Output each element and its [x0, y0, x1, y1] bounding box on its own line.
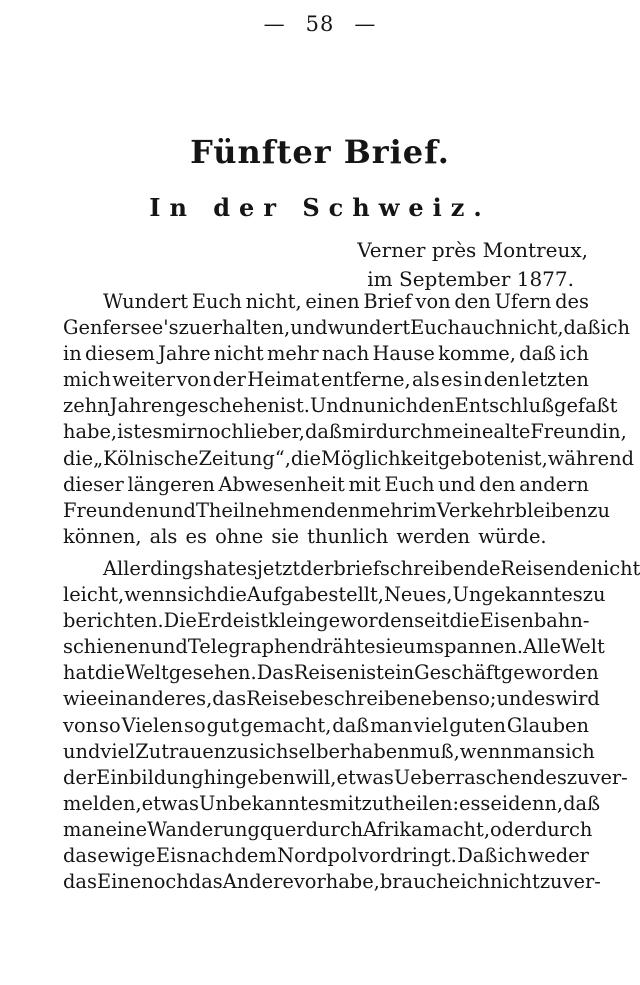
word: geboten — [437, 446, 518, 470]
word: sie — [271, 524, 300, 548]
word: ich — [460, 870, 490, 894]
word: ich — [497, 843, 528, 867]
word: so — [99, 713, 121, 737]
word: und — [150, 635, 188, 659]
word: in — [63, 342, 82, 366]
word: ich — [388, 394, 419, 418]
word: hingeben — [203, 765, 296, 789]
word: vorhabe, — [293, 870, 380, 894]
text-line — [63, 524, 589, 550]
word: weder — [527, 843, 589, 867]
word: nicht — [213, 342, 264, 366]
text-line — [63, 556, 640, 582]
text-line — [63, 634, 605, 660]
word: Brief — [363, 290, 412, 313]
word: zu — [582, 583, 606, 607]
word: Zutrauen — [135, 739, 227, 763]
text-line — [63, 739, 595, 765]
word: man — [512, 739, 556, 763]
word: letzten — [521, 368, 589, 392]
word: „Kölnische — [93, 446, 199, 470]
word: wie — [63, 687, 98, 711]
place-line: Verner près Montreux, — [357, 238, 588, 262]
text-line — [63, 582, 606, 608]
word: nicht, — [507, 316, 564, 340]
word: auch — [460, 316, 508, 340]
word: Jahren — [109, 394, 175, 418]
word: ver- — [589, 765, 628, 789]
word: zehn — [63, 394, 110, 418]
word: daß — [519, 342, 557, 366]
word: ist, — [517, 446, 548, 470]
word: ein — [383, 661, 415, 685]
text-line — [63, 419, 627, 445]
word: Welt — [560, 635, 605, 659]
word: ist — [359, 661, 384, 685]
word: den — [454, 290, 491, 313]
word: das — [212, 687, 247, 711]
text-line — [63, 315, 631, 341]
word: noch — [141, 870, 189, 894]
word: mir — [162, 420, 197, 444]
word: Wundert — [103, 290, 189, 313]
word: Eisenbahn- — [479, 609, 590, 633]
word: von — [176, 368, 212, 392]
word: hat — [63, 661, 95, 685]
word: durch — [534, 817, 593, 841]
word: brauche — [379, 870, 461, 894]
word: alte — [493, 420, 531, 444]
word: Geschäft — [414, 661, 501, 685]
word: Abwesenheit — [218, 472, 345, 496]
paragraph — [63, 556, 640, 895]
word: mehr — [360, 498, 413, 522]
word: sich — [177, 583, 217, 607]
word: Jahre — [158, 342, 211, 366]
header-dash-right: — — [354, 12, 377, 36]
word: habe, — [63, 420, 118, 444]
word: so — [184, 713, 206, 737]
word: etwas — [141, 791, 199, 815]
word: nicht — [590, 556, 640, 580]
word: hat — [203, 556, 236, 580]
word: mit — [348, 472, 381, 496]
word: Ueberraschendes — [393, 765, 567, 789]
word: mich — [63, 368, 111, 392]
word: die — [449, 609, 480, 633]
word: schienen — [63, 635, 151, 659]
chapter-subtitle: In der Schweiz. — [149, 193, 491, 222]
word: ewige — [97, 843, 156, 867]
word: es — [141, 420, 163, 444]
word: viel — [413, 713, 449, 737]
word: man — [370, 713, 413, 737]
word: stellt, — [328, 583, 384, 607]
word: Eis — [155, 843, 187, 867]
word: erhalten, — [201, 316, 291, 340]
word: viel — [100, 739, 136, 763]
word: ein — [97, 687, 128, 711]
word: Das — [256, 661, 294, 685]
word: und — [496, 687, 534, 711]
word: Unbekanntes — [199, 791, 330, 815]
word: Erde — [196, 609, 245, 633]
letter-dateline — [357, 236, 588, 294]
word: guten — [449, 713, 506, 737]
header-dash-left: — — [263, 12, 286, 36]
word: Welt — [124, 661, 169, 685]
word: die — [94, 661, 125, 685]
word: geworden — [500, 661, 599, 685]
word: man — [63, 817, 106, 841]
page-header — [0, 12, 640, 36]
word: gut — [206, 713, 240, 737]
word: den — [479, 472, 516, 496]
word: der — [212, 368, 246, 392]
word: würde. — [478, 524, 547, 548]
word: thunlich — [307, 524, 389, 548]
word: seit — [414, 609, 450, 633]
word: umspannen. — [403, 635, 524, 659]
word: Telegraphendrähte — [187, 635, 376, 659]
word: die — [290, 446, 321, 470]
word: noch — [196, 420, 244, 444]
word: von — [415, 290, 451, 313]
word: es — [458, 791, 481, 815]
word: die — [63, 446, 94, 470]
word: nicht, — [245, 290, 302, 313]
word: sich — [555, 739, 595, 763]
text-line — [63, 289, 589, 315]
body-text — [63, 289, 640, 895]
word: Nordpol — [277, 843, 358, 867]
word: geworden — [316, 609, 415, 633]
word: macht, — [422, 817, 490, 841]
word: Und — [309, 394, 352, 418]
word: im — [412, 498, 437, 522]
word: Allerdings — [103, 556, 204, 580]
word: denn, — [508, 791, 564, 815]
text-line — [63, 817, 593, 843]
word: Freundin, — [530, 420, 627, 444]
text-line — [63, 869, 601, 895]
word: ist. — [279, 394, 310, 418]
word: Heimat — [247, 368, 320, 392]
word: des — [555, 290, 589, 313]
word: melden, — [63, 791, 142, 815]
word: Ungekanntes — [452, 583, 583, 607]
word: daß — [304, 420, 342, 444]
word: und — [438, 472, 476, 496]
word: durch — [375, 420, 434, 444]
text-line — [63, 791, 601, 817]
text-line — [63, 446, 635, 472]
text-line — [63, 472, 589, 498]
word: der — [300, 556, 334, 580]
word: wundert — [327, 316, 411, 340]
word: Daß — [457, 843, 498, 867]
word: mitzutheilen: — [329, 791, 459, 815]
word: etwas — [336, 765, 394, 789]
word: oder — [490, 817, 535, 841]
word: ohne — [215, 524, 264, 548]
text-line — [63, 341, 589, 367]
word: und — [63, 739, 101, 763]
word: briefschreibende — [333, 556, 501, 580]
word: Reisen — [293, 661, 360, 685]
word: das — [63, 843, 97, 867]
word: werden — [396, 524, 471, 548]
word: Euch — [410, 316, 461, 340]
word: klein — [268, 609, 317, 633]
word: können, — [63, 524, 142, 548]
word: daß — [332, 713, 370, 737]
word: einen — [305, 290, 360, 313]
word: entferne, — [320, 368, 411, 392]
word: es — [533, 687, 556, 711]
word: mir — [341, 420, 376, 444]
word: geschehen — [174, 394, 280, 418]
word: als — [411, 368, 440, 392]
word: lieber, — [243, 420, 305, 444]
word: wenn — [124, 583, 178, 607]
word: Ufern — [494, 290, 552, 313]
word: will, — [295, 765, 337, 789]
date-line: im September 1877. — [367, 267, 574, 291]
chapter-title: Fünfter Brief. — [190, 133, 450, 171]
text-line — [63, 713, 589, 739]
word: Möglichkeit — [320, 446, 438, 470]
word: Euch — [384, 472, 435, 496]
word: gesehen. — [168, 661, 257, 685]
text-line — [63, 498, 610, 524]
word: berichten. — [63, 609, 164, 633]
word: sei — [480, 791, 509, 815]
word: zu — [587, 498, 610, 522]
word: haben — [349, 739, 410, 763]
text-line — [63, 686, 600, 712]
word: den — [483, 368, 521, 392]
word: Euch — [191, 290, 242, 313]
word: ich — [559, 342, 589, 366]
word: während — [547, 446, 635, 470]
word: zu — [566, 765, 590, 789]
page-number: 58 — [305, 12, 335, 36]
word: weiter — [112, 368, 176, 392]
word: gemacht, — [240, 713, 332, 737]
word: nun — [351, 394, 389, 418]
text-line — [63, 765, 628, 791]
word: ver- — [562, 870, 601, 894]
word: Vielen — [121, 713, 184, 737]
word: in — [463, 368, 483, 392]
word: quer — [259, 817, 306, 841]
word: zu — [226, 739, 249, 763]
word: bleiben — [514, 498, 588, 522]
word: Zeitung“, — [198, 446, 291, 470]
word: zu — [539, 870, 563, 894]
word: Glauben — [506, 713, 589, 737]
word: ist — [244, 609, 269, 633]
word: so; — [468, 687, 497, 711]
paragraph — [63, 289, 635, 550]
word: selber — [288, 739, 350, 763]
word: sich — [249, 739, 289, 763]
word: längeren — [127, 472, 215, 496]
word: es — [185, 524, 207, 548]
word: Entschluß — [454, 394, 555, 418]
word: eben — [420, 687, 469, 711]
word: von — [63, 713, 99, 737]
text-line — [63, 393, 618, 419]
word: Eine — [96, 870, 142, 894]
word: nach — [186, 843, 235, 867]
text-line — [63, 843, 589, 869]
word: Genfersee's — [63, 316, 179, 340]
word: nach — [321, 342, 370, 366]
word: Afrika — [363, 817, 423, 841]
word: den — [418, 394, 455, 418]
text-line — [63, 608, 589, 634]
word: wird — [555, 687, 600, 711]
word: mehr — [266, 342, 319, 366]
word: wenn — [459, 739, 513, 763]
word: und — [158, 498, 196, 522]
word: gefaßt — [554, 394, 618, 418]
word: andern — [519, 472, 589, 496]
word: leicht, — [63, 583, 125, 607]
word: Die — [163, 609, 197, 633]
word: komme, — [438, 342, 516, 366]
word: Theilnehmenden — [195, 498, 361, 522]
word: das — [188, 870, 223, 894]
word: Reisebeschreiben — [246, 687, 421, 711]
word: die — [216, 583, 247, 607]
word: ich — [600, 316, 631, 340]
word: der — [63, 765, 97, 789]
word: als — [149, 524, 178, 548]
word: muß, — [409, 739, 460, 763]
word: eine — [105, 817, 148, 841]
word: anderes, — [127, 687, 213, 711]
word: sie — [375, 635, 404, 659]
word: diesem — [84, 342, 155, 366]
word: Freunden — [63, 498, 159, 522]
word: ist — [117, 420, 142, 444]
word: nicht — [489, 870, 540, 894]
word: es — [235, 556, 257, 580]
word: Wanderung — [147, 817, 260, 841]
word: durch — [305, 817, 364, 841]
text-line — [63, 367, 589, 393]
word: dem — [234, 843, 277, 867]
word: und — [290, 316, 328, 340]
word: Einbildung — [96, 765, 204, 789]
word: es — [440, 368, 463, 392]
word: Hause — [372, 342, 435, 366]
word: dieser — [63, 472, 124, 496]
word: Andere — [222, 870, 294, 894]
word: daß — [563, 791, 601, 815]
word: Reisende — [500, 556, 591, 580]
word: vordringt. — [358, 843, 457, 867]
word: daß — [563, 316, 601, 340]
word: Verkehr — [436, 498, 515, 522]
word: meine — [433, 420, 494, 444]
word: zu — [178, 316, 202, 340]
word: Neues, — [383, 583, 453, 607]
word: Aufgabe — [246, 583, 329, 607]
word: jetzt — [256, 556, 301, 580]
word: Alle — [523, 635, 561, 659]
word: das — [63, 870, 97, 894]
text-line — [63, 660, 599, 686]
